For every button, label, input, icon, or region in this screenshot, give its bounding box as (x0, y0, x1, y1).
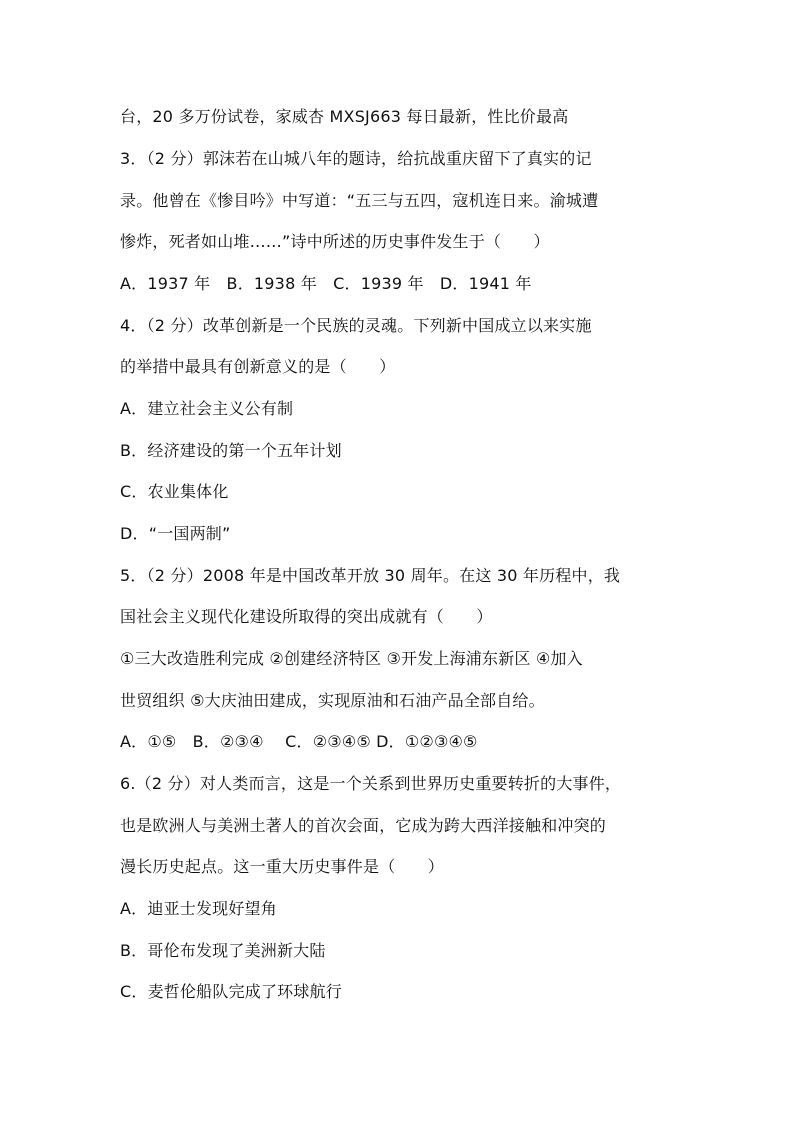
question-5-line-3: ①三大改造胜利完成 ②创建经济特区 ③开发上海浦东新区 ④加入 (120, 649, 583, 668)
text-line: 台，20 多万份试卷，家威杏 MXSJ663 每日最新，性比价最高 (120, 107, 569, 126)
question-4-option-a: A．建立社会主义公有制 (120, 399, 294, 418)
question-3-options: A．1937 年 B．1938 年 C．1939 年 D．1941 年 (120, 274, 532, 293)
question-5-line-1: 5．（2 分）2008 年是中国改革开放 30 周年。在这 30 年历程中，我 (120, 566, 621, 585)
question-4-option-c: C．农业集体化 (120, 482, 229, 501)
question-4-option-d: D．“一国两制” (120, 524, 231, 543)
question-6-line-1: 6.（2 分）对人类而言，这是一个关系到世界历史重要转折的大事件， (120, 774, 622, 793)
question-5-options: A．①⑤ B．②③④ C．②③④⑤ D．①②③④⑤ (120, 732, 478, 751)
question-6-option-c: C．麦哲伦船队完成了环球航行 (120, 982, 342, 1001)
question-6-line-2: 也是欧洲人与美洲土著人的首次会面，它成为跨大西洋接触和冲突的 (120, 816, 607, 835)
question-3-line-1: 3．（2 分）郭沫若在山城八年的题诗，给抗战重庆留下了真实的记 (120, 149, 592, 168)
question-5-line-4: 世贸组织 ⑤大庆油田建成，实现原油和石油产品全部自给。 (120, 691, 545, 710)
question-4-line-1: 4．（2 分）改革创新是一个民族的灵魂。下列新中国成立以来实施 (120, 316, 592, 335)
question-4-option-b: B．经济建设的第一个五年计划 (120, 441, 342, 460)
question-3-line-2: 录。他曾在《惨目吟》中写道：“五三与五四，寇机连日来。渝城遭 (120, 191, 599, 210)
question-4-line-2: 的举措中最具有创新意义的是（ ） (120, 357, 396, 376)
question-5-line-2: 国社会主义现代化建设所取得的突出成就有（ ） (120, 607, 493, 626)
question-6-line-3: 漫长历史起点。这一重大历史事件是（ ） (120, 857, 445, 876)
question-6-option-b: B．哥伦布发现了美洲新大陆 (120, 941, 326, 960)
question-6-option-a: A．迪亚士发现好望角 (120, 899, 277, 918)
question-3-line-3: 惨炸，死者如山堆……”诗中所述的历史事件发生于（ ） (120, 232, 550, 251)
